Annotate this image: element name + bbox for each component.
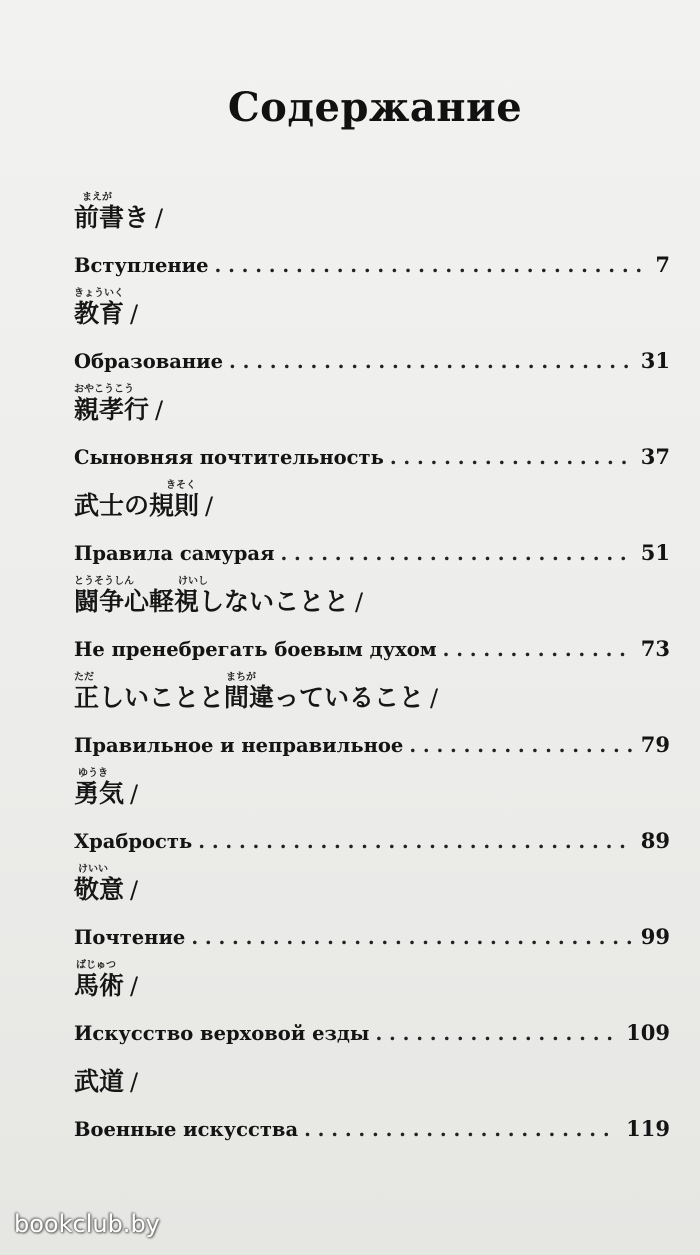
japanese-heading: 正しいことと間違っていること / [74,683,439,712]
russian-title: Не пренебрегать боевым духом [74,638,437,661]
toc-line[interactable] [74,924,670,949]
site-watermark: bookclub.by [14,1210,160,1238]
dot-leader [409,734,632,757]
japanese-heading: 前書き / [74,203,164,232]
russian-title: Храбрость [74,830,193,853]
dot-leader [443,638,633,661]
russian-title: Вступление [74,254,209,277]
toc-entry [74,480,670,582]
toc-entry [74,1062,670,1158]
page-number: 99 [640,924,670,949]
toc-line[interactable] [74,540,670,565]
furigana: ばじゅつ [76,960,116,971]
table-of-contents [74,192,670,1158]
toc-line[interactable] [74,1116,670,1141]
toc-entry [74,192,670,294]
toc-entry [74,864,670,966]
dot-leader [390,446,633,469]
page-number: 31 [640,348,670,373]
toc-line[interactable] [74,828,670,853]
toc-entry [74,288,670,390]
page-number: 109 [626,1020,670,1045]
furigana: けいし [178,576,208,587]
furigana: きょういく [74,288,124,299]
page-number: 7 [655,252,670,277]
toc-line[interactable] [74,444,670,469]
page-number: 51 [640,540,670,565]
page-number: 89 [640,828,670,853]
russian-title: Правильное и неправильное [74,734,404,757]
dot-leader [375,1022,618,1045]
dot-leader [198,830,633,853]
japanese-heading: 闘争心軽視しないことと / [74,587,364,616]
toc-line[interactable] [74,732,670,757]
japanese-heading: 教育 / [74,299,139,328]
russian-title: Военные искусства [74,1118,299,1141]
toc-entry [74,672,670,774]
furigana: きそく [166,480,196,491]
japanese-heading: 勇気 / [74,779,139,808]
furigana: おやこうこう [74,384,134,395]
japanese-heading: 敬意 / [74,875,139,904]
russian-title: Почтение [74,926,186,949]
toc-entry [74,384,670,486]
dot-leader [215,254,648,277]
toc-line[interactable] [74,636,670,661]
russian-title: Образование [74,350,224,373]
russian-title: Сыновняя почтительность [74,446,384,469]
page-number: 37 [640,444,670,469]
japanese-heading: 武士の規則 / [74,491,214,520]
dot-leader [280,542,632,565]
toc-line[interactable] [74,252,670,277]
toc-entry [74,960,670,1062]
dot-leader [191,926,632,949]
toc-line[interactable] [74,1020,670,1045]
furigana: まえが [82,192,112,203]
japanese-heading: 親孝行 / [74,395,164,424]
japanese-heading: 武道 / [74,1067,139,1096]
russian-title: Правила самурая [74,542,275,565]
japanese-heading: 馬術 / [74,971,139,1000]
dot-leader [304,1118,618,1141]
page-title: Содержание [227,84,523,131]
toc-entry [74,768,670,870]
furigana: まちが [226,672,256,683]
furigana: ただ [74,672,94,683]
russian-title: Искусство верховой езды [74,1022,370,1045]
page-number: 79 [640,732,670,757]
furigana: ゆうき [78,768,108,779]
page-number: 119 [626,1116,670,1141]
toc-line[interactable] [74,348,670,373]
dot-leader [229,350,633,373]
page-number: 73 [640,636,670,661]
furigana: けいい [78,864,108,875]
toc-entry [74,576,670,678]
furigana: とうそうしん [74,576,134,587]
